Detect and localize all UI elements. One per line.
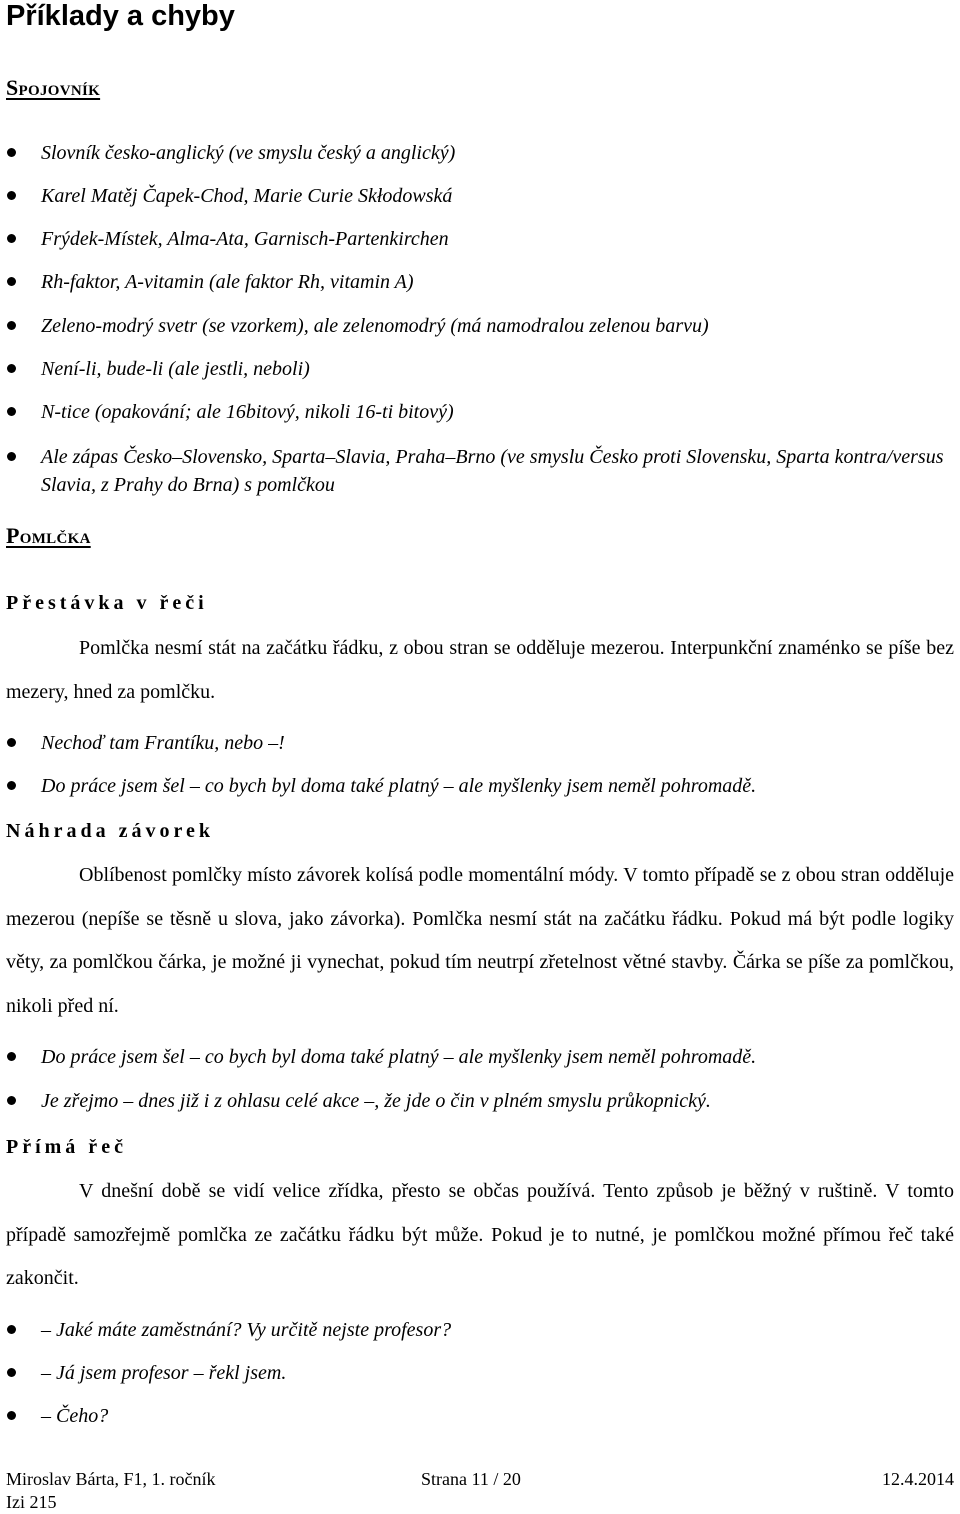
list-item: Rh-faktor, A-vitamin (ale faktor Rh, vitamin A) [6, 268, 954, 296]
bullet-icon [7, 407, 16, 416]
paragraph-prestavka: Pomlčka nesmí stát na začátku řádku, z obou stran se odděluje mezerou. Interpunkční znaménko se píše bez mezery, hned za pomlčku. [6, 637, 954, 703]
list-item: Karel Matěj Čapek-Chod, Marie Curie Skłodowská [6, 182, 954, 210]
subheading-prima-rec: Přímá řeč [6, 1136, 127, 1158]
bullet-icon [7, 148, 16, 157]
list-item: – Já jsem profesor – řekl jsem. [6, 1359, 954, 1387]
bullet-icon [7, 364, 16, 373]
list-item: N-tice (opakování; ale 16bitový, nikoli 16-ti bitový) [6, 398, 954, 426]
bullet-icon [7, 1368, 16, 1377]
bullet-icon [7, 781, 16, 790]
paragraph-prima-rec: V dnešní době se vidí velice zřídka, přesto se občas používá. Tento způsob je běžný v ruštině. V tomto případě samozřejmě pomlčka ze začátku řádku být může. Pokud je to nutné, je pomlčkou možné přímou řeč také zakončit. [6, 1180, 954, 1290]
section-heading-pomlcka: Pomlčka [6, 523, 91, 548]
list-item: – Čeho? [6, 1402, 954, 1430]
bullet-icon [7, 277, 16, 286]
list-item: Frýdek-Místek, Alma-Ata, Garnisch-Partenkirchen [6, 225, 954, 253]
footer-date: 12.4.2014 [882, 1469, 954, 1489]
list-item: Není-li, bude-li (ale jestli, neboli) [6, 355, 954, 383]
bullet-icon [7, 738, 16, 747]
bullet-icon [7, 321, 16, 330]
bullet-icon [7, 1096, 16, 1105]
list-item: Slovník česko-anglický (ve smyslu český a anglický) [6, 139, 954, 167]
list-item: Je zřejmo – dnes již i z ohlasu celé akce –, že jde o čin v plném smyslu průkopnický. [6, 1087, 954, 1115]
bullet-icon [7, 1325, 16, 1334]
bullet-icon [7, 234, 16, 243]
page-title: Příklady a chyby [6, 0, 235, 32]
list-item: Zeleno-modrý svetr (se vzorkem), ale zelenomodrý (má namodralou zelenou barvu) [6, 312, 954, 340]
bullet-icon [7, 1411, 16, 1420]
list-item: Do práce jsem šel – co bych byl doma také platný – ale myšlenky jsem neměl pohromadě. [6, 1043, 954, 1071]
paragraph-nahrada: Oblíbenost pomlčky místo závorek kolísá podle momentální módy. V tomto případě se z obou stran odděluje mezerou (nepíše se těsně u slova, jako závorka). Pomlčka nesmí stát na začátku řádku. Pokud má být podle logiky věty, za pomlčkou čárka, je možné ji vynechat, pokud tím neutrpí zřetelnost větné stavby. Čárka se píše za pomlčkou, nikoli před ní. [6, 864, 954, 1017]
bullet-icon [7, 1052, 16, 1061]
bullet-icon [7, 191, 16, 200]
section-heading-spojovnik: Spojovník [6, 75, 101, 100]
list-item: – Jaké máte zaměstnání? Vy určitě nejste profesor? [6, 1316, 954, 1344]
bullet-icon [7, 452, 16, 461]
list-item: Do práce jsem šel – co bych byl doma také platný – ale myšlenky jsem neměl pohromadě. [6, 772, 954, 800]
list-item: Ale zápas Česko–Slovensko, Sparta–Slavia, Praha–Brno (ve smyslu Česko proti Slovensku, Sparta kontra/versus Slavia, z Prahy do Brna) s pomlčkou [6, 443, 954, 499]
list-item: Nechoď tam Frantíku, nebo –! [6, 729, 954, 757]
page-footer [6, 1466, 954, 1492]
footer-group: Izi 215 [6, 1492, 57, 1512]
footer-author: Miroslav Bárta, F1, 1. ročník [6, 1469, 216, 1489]
subheading-nahrada: Náhrada závorek [6, 820, 214, 842]
footer-page-number: Strana 11 / 20 [421, 1469, 521, 1489]
subheading-prestavka: Přestávka v řeči [6, 592, 208, 614]
